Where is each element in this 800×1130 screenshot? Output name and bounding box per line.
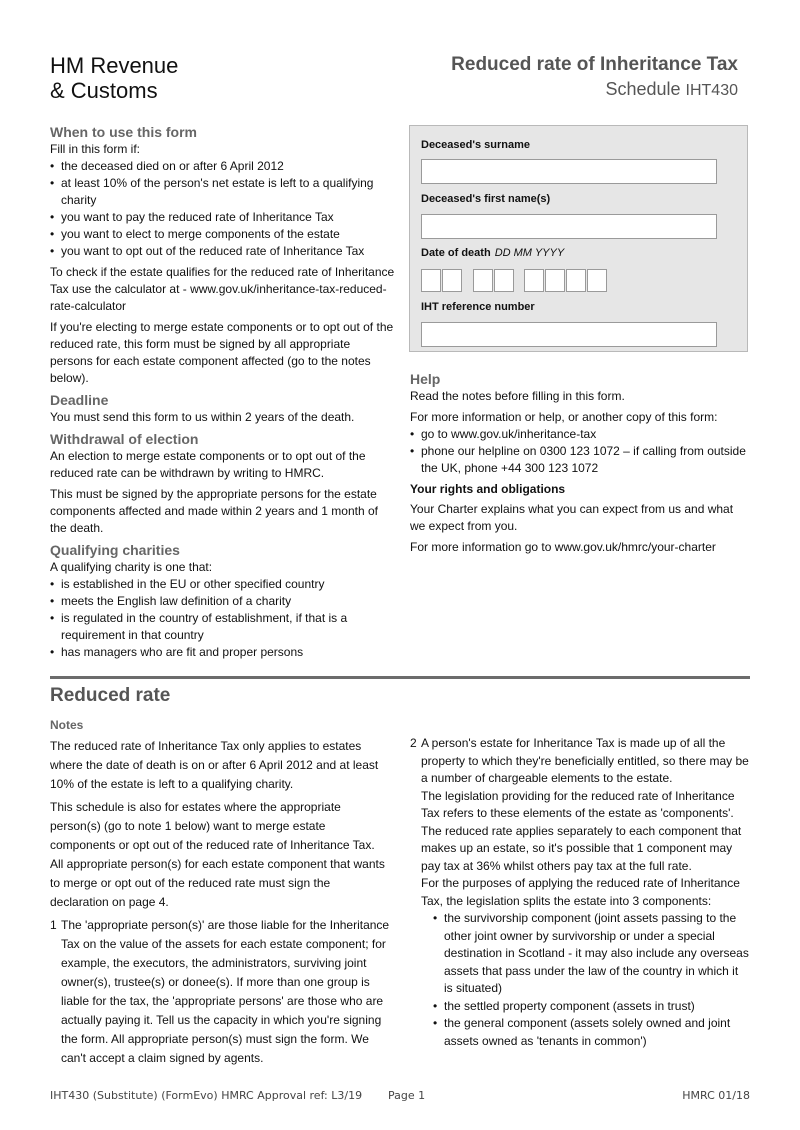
deceased-details-panel [409,125,748,352]
month-digit-2[interactable] [494,269,514,292]
list-item: • phone our helpline on 0300 123 1072 – if calling from outside the UK, phone +44 300 123 1072 [410,443,750,477]
hmrc-logo [50,53,178,103]
list-item: • the settled property component (assets in trust) [433,998,750,1016]
section-title: Reduced rate [50,685,171,706]
form-title: Reduced rate of Inheritance Tax [451,54,738,75]
charities-intro: A qualifying charity is one that: [50,560,213,574]
section-divider [50,676,750,679]
surname-field[interactable] [421,159,717,184]
help-para-2: For more information or help, or another copy of this form: [410,410,718,424]
list-item: • the general component (assets solely owned and joint assets owned as 'tenants in common') [433,1015,750,1050]
note-1-number: 1 [50,918,57,932]
year-digit-2[interactable] [545,269,565,292]
note-2-number: 2 [410,736,417,750]
list-item: • is established in the EU or other specified country [50,576,395,593]
notes-left-column [50,737,390,1068]
help-heading: Help [410,371,441,387]
note-2-para-b: The legislation providing for the reduced rate of Inheritance Tax refers to these elements of the estate as 'components'. The reduced rate applies separately to each component that makes up an estate, so it's possible that 1 component may pay tax at 36% whilst others pay tax at the full rate. [421,788,742,873]
list-item: • the survivorship component (joint assets passing to the other joint owner by survivorship or under a special destination in Scotland - it may also include any overseas assets that pass under the law of the country in which it is situated) [433,910,750,998]
firstname-label: Deceased's first name(s) [421,193,551,205]
footer-approval-ref: IHT430 (Substitute) (FormEvo) HMRC Approval ref: L3/19 [50,1089,363,1102]
list-item: • meets the English law definition of a charity [50,593,395,610]
date-of-death-label [421,247,564,259]
list-item: • you want to pay the reduced rate of Inheritance Tax [50,209,395,226]
charities-heading: Qualifying charities [50,542,180,558]
note-2-para-a: A person's estate for Inheritance Tax is made up of all the property to which they're beneficially entitled, so there may be a number of chargeable elements to the estate. [421,736,749,785]
note-2-para-c: For the purposes of applying the reduced rate of Inheritance Tax, the legislation splits the estate into 3 components: [421,876,740,908]
day-digit-2[interactable] [442,269,462,292]
footer-page-number: Page 1 [388,1089,426,1102]
notes-heading: Notes [50,718,84,732]
calculator-paragraph: To check if the estate qualifies for the reduced rate of Inheritance Tax use the calculator at - www.gov.uk/inheritance-tax-reduced-rate-calculator [50,265,395,313]
help-list [410,426,750,477]
list-item: • go to www.gov.uk/inheritance-tax [410,426,750,443]
firstname-field[interactable] [421,214,717,239]
date-of-death-label-text: Date of death [421,247,491,259]
schedule-code: IHT430 [685,82,738,99]
notes-para-2: This schedule is also for estates where the appropriate person(s) (go to note 1 below) want to merge estate components or opt out of the reduced rate of Inheritance Tax. All appropriate person(s) for each estate component that wants to merge or opt out of the reduced rate must sign the declaration on page 4. [50,800,385,909]
date-format-hint: DD MM YYYY [494,247,565,259]
note-2 [410,735,750,910]
surname-label: Deceased's surname [421,139,531,151]
form-schedule [605,79,738,100]
footer-form-version: HMRC 01/18 [682,1089,750,1102]
intro-column [50,123,395,665]
charities-list [50,576,395,661]
withdrawal-heading: Withdrawal of election [50,431,199,447]
schedule-word: Schedule [605,79,681,99]
when-list [50,158,395,260]
notes-para-1: The reduced rate of Inheritance Tax only applies to estates where the date of death is on or after 6 April 2012 and at least 10% of the estate is left to a qualifying charity. [50,739,379,791]
deadline-text: You must send this form to us within 2 years of the death. [50,410,355,424]
iht-reference-label: IHT reference number [421,301,535,313]
help-column [410,370,750,560]
logo-line-1: HM Revenue [50,53,179,78]
iht-reference-field[interactable] [421,322,717,347]
list-item: • has managers who are fit and proper persons [50,644,395,661]
month-digit-1[interactable] [473,269,493,292]
list-item: • is regulated in the country of establishment, if that is a requirement in that country [50,610,395,644]
withdrawal-para-1: An election to merge estate components or to opt out of the reduced rate can be withdrawn by writing to HMRC. [50,449,366,480]
note-1-text: The 'appropriate person(s)' are those liable for the Inheritance Tax on the value of the assets for each estate component; for example, the executors, the administrators, surviving joint owner(s), trustee(s) or donee(s). If more than one group is liable for the tax, the 'appropriate persons' are those who are actually paying it. Tell us the capacity in which you're signing the form. All appropriate person(s) must sign the form. We can't accept a claim signed by agents. [61,918,390,1065]
deadline-heading: Deadline [50,392,109,408]
withdrawal-para-2: This must be signed by the appropriate persons for the estate components affected and made within 2 years and 1 month of the death. [50,487,378,535]
note-1 [50,916,390,1068]
list-item: • you want to opt out of the reduced rate of Inheritance Tax [50,243,395,260]
help-para-1: Read the notes before filling in this form. [410,389,625,403]
when-intro: Fill in this form if: [50,142,141,156]
year-digit-3[interactable] [566,269,586,292]
notes-right-column [410,735,750,1050]
year-digit-1[interactable] [524,269,544,292]
list-item: • you want to elect to merge components of the estate [50,226,395,243]
signing-paragraph: If you're electing to merge estate components or to opt out of the reduced rate, this form must be signed by all appropriate persons for each estate component affected (go to the notes below). [50,320,394,385]
charter-link-para: For more information go to www.gov.uk/hmrc/your-charter [410,540,716,554]
list-item: • the deceased died on or after 6 April 2012 [50,158,395,175]
day-digit-1[interactable] [421,269,441,292]
list-item: • at least 10% of the person's net estate is left to a qualifying charity [50,175,395,209]
logo-line-2: & Customs [50,78,158,103]
components-list [410,910,750,1050]
year-digit-4[interactable] [587,269,607,292]
when-heading: When to use this form [50,124,197,140]
rights-heading: Your rights and obligations [410,482,566,496]
rights-para: Your Charter explains what you can expect from us and what we expect from you. [410,502,734,533]
